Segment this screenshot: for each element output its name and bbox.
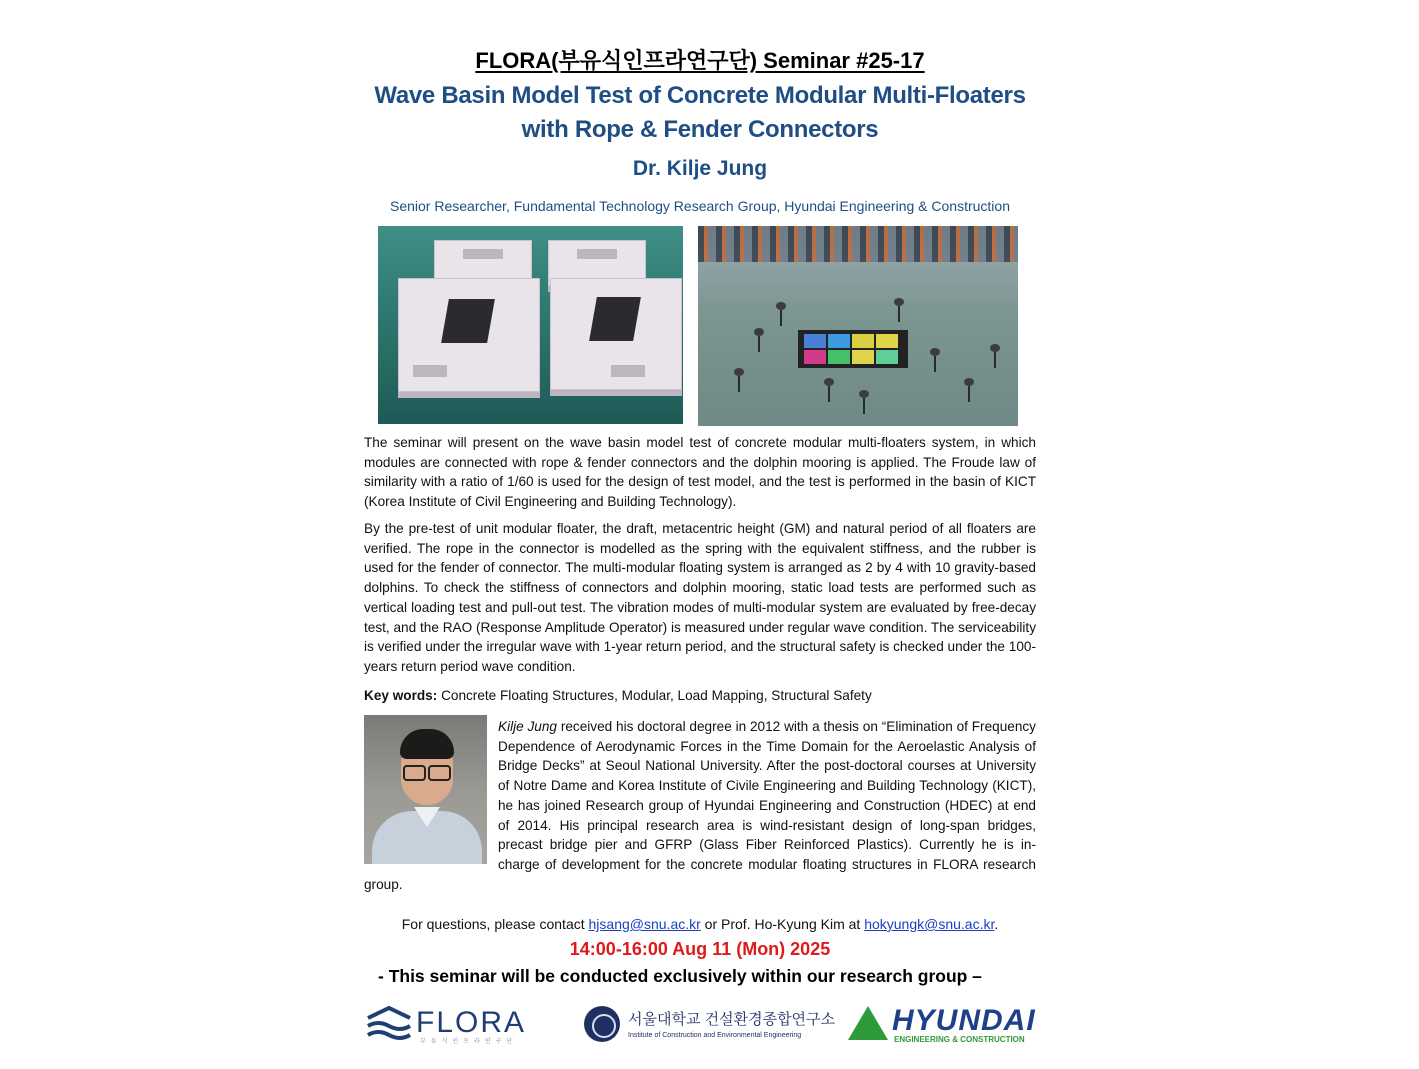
speaker-bio <box>364 717 1036 894</box>
hyundai-subtitle: ENGINEERING & CONSTRUCTION <box>894 1035 1025 1044</box>
bio-name: Kilje Jung <box>498 719 557 734</box>
flora-wave-icon <box>366 1004 412 1044</box>
floater-modules-photo <box>378 226 683 424</box>
seminar-series-heading: FLORA(부유식인프라연구단) Seminar #25-17 <box>475 48 925 73</box>
keywords-list: Concrete Floating Structures, Modular, Load Mapping, Structural Safety <box>441 688 872 703</box>
basin-gantry <box>698 226 1018 262</box>
abstract-paragraph-2: By the pre-test of unit modular floater, the draft, metacentric height (GM) and natural period of all floaters are verified. The rope in the connector is modelled as the spring with the equivalent stiffness, and the rubber is used for the fender of connector. The multi-modular floating system is arranged as 2 by 4 with 10 gravity-based dolphins. To check the stiffness of connectors and dolphin mooring, static load tests are performed such as vertical loading test and pull-out test. The vibration modes of multi-modular system are evaluated by free-decay test, and the RAO (Response Amplitude Operator) is measured under regular wave condition. The serviceability is verified under the irregular wave with 1-year return period, and the structural safety is checked under the 100-years return period wave condition. <box>364 521 1036 674</box>
seminar-title <box>324 79 1076 147</box>
keywords <box>364 686 1036 706</box>
snu-institute-logo <box>584 1004 836 1048</box>
snu-institute-name-en: Institute of Construction and Environmental Engineering <box>628 1032 802 1039</box>
abstract-paragraph-1: The seminar will present on the wave basin model test of concrete modular multi-floaters system, in which modules are connected with rope & fender connectors and the dolphin mooring is applied. The Froude law of similarity with a ratio of 1/60 is used for the design of test model, and the test is performed in the basin of KICT (Korea Institute of Civil Engineering and Building Technology). <box>364 435 1036 510</box>
title-line-1: Wave Basin Model Test of Concrete Modular Multi-Floaters <box>374 82 1026 109</box>
flora-subtitle: 부유식인프라연구단 <box>420 1039 518 1045</box>
flora-wordmark: FLORA <box>416 1006 527 1039</box>
snu-institute-name-kr: 서울대학교 건설환경종합연구소 <box>628 1011 836 1028</box>
modular-floater-array <box>798 330 908 368</box>
title-line-2: with Rope & Fender Connectors <box>521 116 879 143</box>
hyundai-wordmark: HYUNDAI <box>892 1004 1036 1037</box>
restriction-notice: - This seminar will be conducted exclusively within our research group – <box>378 966 982 986</box>
keywords-label: Key words: <box>364 688 438 703</box>
wave-basin-photo <box>698 226 1018 426</box>
email-link-hokyungk[interactable]: hokyungk@snu.ac.kr <box>864 916 995 932</box>
hyundai-triangle-icon <box>848 1006 888 1040</box>
contact-line: For questions, please contact hjsang@snu.ac.kr or Prof. Ho-Kyung Kim at hokyungk@snu.ac.kr. <box>401 916 999 932</box>
seminar-datetime: 14:00-16:00 Aug 11 (Mon) 2025 <box>569 939 831 959</box>
email-link-hjsang[interactable]: hjsang@snu.ac.kr <box>588 916 701 932</box>
floater-module <box>398 278 540 392</box>
speaker-name: Dr. Kilje Jung <box>632 157 768 180</box>
floater-module <box>550 278 682 390</box>
hyundai-logo <box>848 1004 1038 1048</box>
speaker-affiliation: Senior Researcher, Fundamental Technology Research Group, Hyundai Engineering & Construction <box>390 198 1010 214</box>
flora-logo <box>366 1004 526 1048</box>
snu-seal-icon <box>584 1006 620 1042</box>
bio-text: received his doctoral degree in 2012 with a thesis on “Elimination of Frequency Dependence of Aerodynamic Forces in the Time Domain for the Aeroelastic Analysis of Bridge Decks” at Seoul National University. After the post-doctoral courses at University of Notre Dame and Korea Institute of Civile Engineering and Building Technology (KICT), he has joined Research group of Hyundai Engineering and Construction (HDEC) at end of 2014. His principal research area is wind-resistant design of long-span bridges, precast bridge pier and GFRP (Glass Fiber Reinforced Plastics). Currently he is in-charge of development for the concrete modular floating structures in FLORA research group. <box>364 719 1036 892</box>
